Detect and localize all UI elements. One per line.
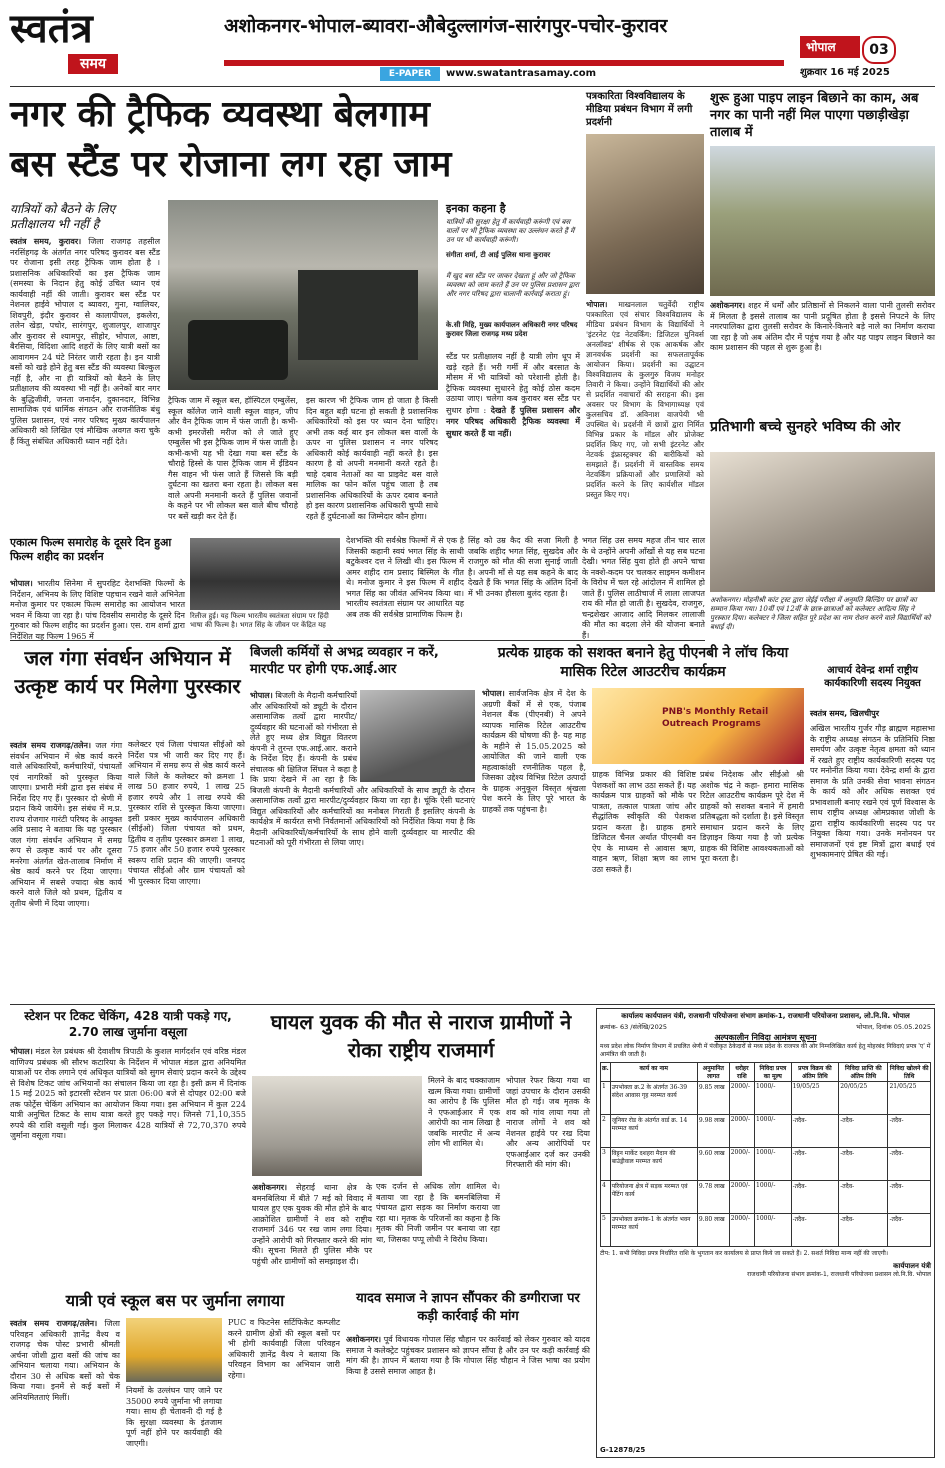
- city-label: भोपाल: [806, 40, 836, 54]
- pipeline-headline: शुरू हुआ पाइप लाइन बिछाने का काम, अब नगर का पानी नहीं मिल पाएगा पछाड़ीखेड़ा तालाब में: [710, 91, 919, 140]
- pnb-headline: प्रत्येक ग्राहक को सशक्त बनाने हेतु पीएनबी ने लॉच किया मासिक रिटेल आउटरीच कार्यक्रम: [497, 645, 789, 680]
- tender-header-cell: धरोहर राशि: [729, 1063, 754, 1082]
- tender-cell: 1000/-: [755, 1181, 792, 1214]
- film-photo: [190, 538, 340, 610]
- quote-2: मैं खुद बस स्टैंड पर जाकर देखता हूं और जो ट्रैफिक व्यवस्था को जाम करते हैं उन पर पुलिस प्रशासन द्वारा और नगर परिषद द्वारा चालानी कार्रवाई कराता हूं।: [446, 272, 580, 298]
- logo-bottom: समय: [80, 56, 106, 72]
- lead-headline-box: [10, 90, 580, 198]
- electricity-float-spacer: [357, 690, 475, 784]
- pnb-story: [482, 644, 804, 1000]
- quote-1-by: संगीता शर्मा, टी आई पुलिस थाना कुरावर: [446, 250, 551, 259]
- journalism-body: [586, 300, 704, 528]
- pnb-ad-title: PNB's Monthly Retail Outreach Programs: [662, 707, 769, 729]
- film-body: [10, 578, 185, 641]
- epaper-label: E-PAPER: [388, 69, 432, 79]
- pipeline-body: [710, 300, 935, 405]
- film-story: [10, 536, 705, 641]
- film-col2: देशभक्ति की सर्वश्रेष्ठ फिल्मों में से एक है जिसकी कहानी स्वयं भगत सिंह के साथी बटुकेश्वर दत्त ने लिखी थी। इस फिल्म में अमर शहीद राम प्रसाद बिस्मिल के गीत थे। मनोज कुमार ने इस फिल्म में शहीद भगत सिंह का जीवंत अभिनय किया था। भारतीय स्वतंत्रता संग्राम पर आधारित यह अब तक की सर्वश्रेष्ठ प्रामाणिक फिल्म है।: [346, 536, 464, 619]
- lead-body-text: जिला राजगढ़ तहसील नरसिंहगढ़ के अंतर्गत नगर परिषद कुरावर बस स्टैंड पर रोजाना इसी तरह ट्रैफिक जाम होता है । प्रशासनिक अधिकारियों का इस ट्रैफिक जाम (समस्या के निदान हेतु कोई उचित ध्यान एवं कार्यवाही नहीं की जाती। कुरावर बस स्टैंड पर नेशनल हाईवे भोपाल द ब्यावरा, गुना, ग्वालियर, शिवपुरी, इंदौर कुरावर से कालापीपल, इकलेरा, तलेन खेड़ा, पचोर, सारंगपुर, शुजालपुर, शाजापुर और कुरावर से श्यामपुर, सीहोर, भोपाल, आष्टा, बैरसिया, विदिशा आदि शहरों के लिए यात्री बसों का आवागमन 24 घंटे निरंतर जारी रहता है। इन यात्री बसों को खड़े होने हेतु बस स्टैंड की व्यवस्था बिल्कुल नहीं है, और ना ही यात्रियों को बैठने के लिए प्रतीक्षालय की व्यवस्था भी नहीं है। अनेकों बार नगर के बुद्धिजीवी, जनता जनार्दन, दुकानदार, विभिन्न सामाजिक एवं धार्मिक संगठन और राजनीतिक बंधु पुलिस प्रशासन, एवं नगर परिषद मुख्य कार्यपालन अधिकारी को लिखित एवं मौखिक अवगत करा चुके हैं किंतु संबंधित अधिकारी ध्यान नहीं देते।: [10, 237, 160, 446]
- pnb-body-text: सार्वजनिक क्षेत्र में देश के अग्रणी बैंकों में से एक, पंजाब नेशनल बैंक (पीएनबी) ने अपने व्यापक मासिक रिटेल आउटरीच कार्यक्रम की घोषणा की है- यह माह के महीने से 15.05.2025 को आयोजित की जाने वाली एक महत्वाकांक्षी रणनीतिक पहल है, जिसका उद्देश्य विभिन्न रिटेल उत्पादों के ग्राहक अनुकूल विस्तृत श्रृंखला पेश करने के लिए पूरे भारत के ग्राहकों तक पहुंचना है।: [482, 689, 586, 814]
- electricity-body: [250, 690, 475, 998]
- water-story: [10, 644, 245, 1000]
- tender-office: कार्यालय कार्यपालन यंत्री, राजधानी परियोजना संभाग क्रमांक-1, राजधानी परियोजना प्रशासन, लो.नि.वि. भोपाल: [621, 1012, 910, 1020]
- tender-ref-row: [600, 1023, 931, 1032]
- pnb-col2: ग्राहक विभिन्न प्रकार की विशिष्ट पेशकशों का लाभ उठा सकते हैं। यह कार्यक्रम पात्र ग्राहकों को मौके पर पात्रता, तत्काल पात्रता जांच और सैद्धांतिक स्वीकृति की पेशकश प्रदान करता है। ग्राहक हमारे डिजिटल चैनल अर्थात पीएनबी वन ऐप के माध्यम से आवास ऋण, वाहन ऋण, शिक्षा ऋण का लाभ उठा सकते हैं।: [592, 770, 696, 874]
- tender-header-cell: निविदा प्राप्ति की अंतिम तिथि: [839, 1063, 888, 1082]
- tender-cell: -तदैव-: [791, 1214, 839, 1247]
- lead-headline-2: बस स्टैंड पर रोजाना लग रहा जाम: [10, 144, 452, 185]
- tender-cell: 1000/-: [755, 1148, 792, 1181]
- pnb-byline: भोपाल।: [482, 688, 505, 698]
- quote-1: यात्रियों की सुरक्षा हेतु मैं कार्यवाही करूंगी एवं बस वालों पर भी ट्रैफिक व्यवस्था का उल्लंघन करते हैं मैं उन पर भी कार्यवाही करूंगी।: [446, 218, 575, 244]
- death-col4: भोपाल रेफर किया गया था जहां उपचार के दौरान उसकी मौत हो गई। जब मृतक के शव को गांव लाया गया तो नाराज लोगों ने शव को नेशनल हाईवे पर रख दिया और अन्य आरोपियों पर एफआईआर दर्ज कर उनकी गिरफ्तारी की मांग की।: [506, 1076, 590, 1169]
- tender-cell: -तदैव-: [791, 1115, 839, 1148]
- station-story: [10, 1008, 246, 1284]
- tender-intro: मध्य प्रदेश लोक निर्माण विभाग में प्रचलित श्रेणी में पंजीकृत ठेकेदारों से मध्य प्रदेश के राजपत्र की ओर निम्नलिखित कार्य हेतु मोहरबंद निविदाएं प्रपत्र 'ए' में आमंत्रित की जाती हैं।: [600, 1043, 931, 1058]
- death-photo: [252, 1076, 422, 1176]
- tender-cell: उपभोक्ता क्रमांक-1 के अंतर्गत भवन मरम्मत कार्य: [610, 1214, 697, 1247]
- tender-title: अल्पकालीन निविदा आमंत्रण सूचना: [714, 1033, 817, 1042]
- yadav-story: [346, 1290, 590, 1460]
- truck-shape: [298, 270, 418, 360]
- tender-cell: -तदैव-: [839, 1181, 888, 1214]
- tender-cell: 2000/-: [729, 1214, 754, 1247]
- tender-cell: जूनियर रोड के अंतर्गत वार्ड क्र. 14 मरम्मत कार्य: [610, 1115, 697, 1148]
- yadav-byline: अशोकनगर।: [346, 1334, 382, 1344]
- tender-cell: 2000/-: [729, 1148, 754, 1181]
- journalism-body-text: माखनलाल चतुर्वेदी राष्ट्रीय पत्रकारिता एवं संचार विश्वविद्यालय के मीडिया प्रबंधन विभाग के विद्यार्थियों ने 'इंटरनेट एंड नेटवर्किंग: डिजिटल युनिवर्स अनलॉक्ड' शीर्षक से एक आकर्षक और ज्ञानवर्धक प्रदर्शनी का सफलतापूर्वक आयोजन किया। प्रदर्शनी का उद्घाटन विश्वविद्यालय के कुलगुरु विजय मनोहर तिवारी ने किया। उन्होंने विद्यार्थियों की ओर से प्रदर्शित नवाचारों की सराहना की। इस अवसर पर विभाग के विभागाध्यक्ष एवं कुलसचिव डॉ. अविनाश वाजपेयी भी उपस्थित थे। प्रदर्शनी में छात्रों द्वारा निर्मित विभिन्न प्रकार के मॉडल और प्रोजेक्ट प्रदर्शित किए गए, जो सभी इंटरनेट और नेटवर्क इंफ्रास्ट्रक्चर की बारीकियों को समझाते हैं। प्रदर्शनी में वास्तविक समय नेटवर्किंग प्रक्रियाओं और प्रणालियों को प्रदर्शित करने के लिए कार्यशील मॉडल प्रस्तुत किए गए।: [586, 300, 704, 499]
- tender-cell: -तदैव-: [839, 1115, 888, 1148]
- divider-1: [10, 640, 705, 641]
- gurjar-byline: स्वतंत्र समय, खिलचीपुर: [810, 709, 879, 718]
- tender-row: [601, 1214, 931, 1247]
- electricity-byline: भोपाल।: [250, 690, 273, 700]
- fine-byline: स्वतंत्र समय राजगढ़/तलेन।: [10, 1318, 98, 1328]
- tender-cell: 20/05/25: [839, 1082, 888, 1115]
- tender-footer: टीप: 1. सभी निविदा प्रपत्र निर्धारित राशि के भुगतान कर कार्यालय से प्राप्त किये जा सकते हैं। 2. सशर्त निविदा मान्य नहीं की जाएगी।: [600, 1250, 889, 1257]
- pnb-ad-banner: [592, 688, 804, 764]
- film-col4: भगत सिंह उस समय महज तीन चार साल के थे उन्होंने अपनी आँखों से यह सब घटना देखी। भगत सिंह युवा होते ही अपने चाचा के नक्शे-कदम पर चलकर साइमन कमीशन के विरोध में चल रहे आंदोलन में शामिल हो जाते हैं। पुलिस लाठीचार्ज में लाला लाजपत राय की मौत हो जाती है। सुखदेव, राजगुरु, चन्द्रशेखर आजाद आदि मिलकर लालाजी की मौत का बदला लेने की योजना बनाते हैं।: [582, 536, 705, 640]
- tender-cell: 9.78 लाख: [697, 1181, 729, 1214]
- tender-table: [600, 1062, 931, 1247]
- water-body: [10, 740, 122, 998]
- death-col3: मिलने के बाद चक्काजाम खत्म किया गया। ग्रामीणों का आरोप है कि पुलिस ने एफआईआर में एक आरोपी का नाम लिखा है जबकि मारपीट में अन्य लोग भी शामिल थे।: [428, 1076, 500, 1148]
- tender-row: [601, 1148, 931, 1181]
- pipeline-story: [710, 90, 935, 410]
- tender-cell: 9.80 लाख: [697, 1214, 729, 1247]
- film-body-text: भारतीय सिनेमा में सुपरहिट देशभक्ति फिल्मों के निर्देशन, अभिनय के लिए विशिष्ट पहचान रखने वाले अभिनेता मनोज कुमार पर एकात्म फिल्म समारोह का आयोजन भारत भवन में किया जा रहा है। पांच दिवसीय समारोह के दूसरे दिन गुरुवार को फिल्म शहीद का प्रदर्शन हुआ। एस. राम शर्मा द्वारा निर्देशित यह फिल्म 1965 में: [10, 579, 185, 641]
- tender-table-body: [601, 1082, 931, 1247]
- car-shape: [188, 320, 288, 380]
- tender-cell: 21/05/25: [888, 1082, 931, 1115]
- city-tag: [800, 36, 860, 58]
- pnb-body: [482, 688, 586, 998]
- epaper-tag: [380, 67, 440, 81]
- tender-header-cell: निविदा खोलने की तिथि: [888, 1063, 931, 1082]
- tender-ref-no: क्रमांक- 63 /संलेखि/2025: [600, 1023, 668, 1031]
- lead-col3: इस कारण भी ट्रैफिक जाम हो जाता है किसी दिन बहुत बड़ी घटना हो सकती है प्रशासनिक अधिकारियों को इस पर ध्यान देना चाहिए। अभी तक कई बार इन लोकल बस वालों के ऊपर ना पुलिस प्रशासन न नगर परिषद अधिकारी कोई कार्यवाही नहीं करते है। इस कारण है वो अपनी मनमानी करते रहते है। चाहे दबाव नेताओं का या प्राइवेट बस वाले मालिक का फोन कॉल पहुंच जाता है तब प्रशासनिक अधिकारियों के ऊपर दबाव बनाते हो इस कारण प्रशासनिक अधिकारी चुप्पी साधे रहते हैं दुर्घटनाओं का जिम्मेदार कौन होगा।: [306, 396, 438, 521]
- tender-cell: 2: [601, 1115, 611, 1148]
- electricity-story: [250, 644, 475, 1000]
- pnb-col3: प्रबंध निदेशक और सीईओ श्री अशोक चंद्र ने कहा- हमारा मासिक रिटेल आउटरीच कार्यक्रम पूरे देश में ग्राहकों को सशक्त बनाने में हमारी प्रतिबद्धता को दर्शाता है। इसे विस्तृत समाधान प्रदान करने के लिए डिज़ाइन किया गया है जो प्रत्येक ग्राहक की विशिष्ट आवश्यकताओं को पूरा करता है।: [700, 770, 804, 863]
- fine-col3: नियमों के उल्लंघन पाए जाने पर 35000 रुपये जुर्माना भी लगाया गया। साथ ही चेतावनी दी गई है कि सुरक्षा व्यवस्था के इंतजाम पूर्ण नहीं होने पर कार्यवाही की जाएगी।: [126, 1386, 222, 1448]
- yadav-body: [346, 1334, 590, 1458]
- film-col3: सिंह को उम्र कैद की सजा मिली है जबकि शहीद भगत सिंह, सुखदेव और राजगुरु को मौत की सजा सुनाई जाती है। अपनी माँ से यह सब कहने के बाद देखते हैं कि भगत सिंह के अंतिम दिनों में भी उनका हौसला बुलंद रहता है।: [468, 536, 578, 598]
- yadav-body-text: पूर्व विधायक गोपाल सिंह चौहान पर कार्रवाई को लेकर गुरुवार को यादव समाज ने कलेक्ट्रेट पहुंचकर प्रशासन को ज्ञापन सौंपा है और उन पर कड़ी कार्रवाई की मांग की है। ज्ञापन में बताया गया है कि गोपाल सिंह चौहान ने जिस भाषा का प्रयोग किया है उससे समाज आहत है।: [346, 1335, 591, 1376]
- tender-cell: -तदैव-: [888, 1181, 931, 1214]
- journalism-photo: [586, 134, 704, 294]
- gurjar-story: [810, 664, 935, 1000]
- tender-cell: -तदैव-: [791, 1148, 839, 1181]
- death-story: [252, 1008, 590, 1284]
- water-byline: स्वतंत्र समय राजगढ़/तलेन।: [10, 740, 92, 750]
- death-body: [252, 1182, 372, 1282]
- death-byline: अशोकनगर।: [252, 1182, 288, 1192]
- students-story: [710, 418, 935, 658]
- yadav-headline: यादव समाज ने ज्ञापन सौंपकर की डग्गीराजा पर कड़ी कार्रवाई की मांग: [356, 1291, 580, 1324]
- tender-cell: 1000/-: [755, 1115, 792, 1148]
- quote-heading: इनका कहना है: [446, 202, 506, 215]
- fine-headline: यात्री एवं स्कूल बस पर जुर्माना लगाया: [65, 1291, 285, 1310]
- tender-cell: 9.60 लाख: [697, 1148, 729, 1181]
- lead-col2: ट्रैफिक जाम में स्कूल बस, हॉस्पिटल एम्बुलेंस, स्कूल कॉलेज जाने वाली स्कूल वाहन, जीप और वैन ट्रैफिक जाम में फंस जाती है। कभी-कभी इमरजेंसी मरीज को ले जाते हुए एम्बुलेंस भी इस ट्रैफिक जाम में फंस जाती है। कभी-कभी यह भी देखा गया बस स्टैंड के चौराहे हिस्से के पास ट्रैफिक जाम में ईंडियन गैस वाहन भी फंस जाते हैं जिससे कि बड़ी दुर्घटना का खतरा बना रहता है। लोकल बस वाले अपनी मनमानी करते हैं पुलिस जवानों के कहने पर भी लोकल बस वाले बीच चौराहे पर बसें खड़ी कर देते हैं।: [168, 396, 298, 521]
- lead-col4: [446, 352, 580, 526]
- journalism-byline: भोपाल।: [586, 300, 608, 309]
- tender-cell: 1000/-: [755, 1082, 792, 1115]
- page-number: 03: [869, 42, 889, 58]
- film-caption: रिलीज हुई। यह फिल्म भारतीय स्वतंत्रता संग्राम पर हिंदी भाषा की फिल्म है। भगत सिंह के जीवन पर केंद्रित यह: [190, 612, 329, 629]
- fine-col2: PUC व फिटनेस सर्टिफिकेट कम्प्लीट करने ग्रामीण क्षेत्रों की स्कूल बसों पर भी होगी कार्यवाही जिला परिवहन अधिकारी ज्ञानेंद्र वैश्य ने बताया कि परिवहन विभाग का अभियान जारी रहेगा।: [228, 1318, 340, 1380]
- website[interactable]: www.swatantrasamay.com: [446, 68, 597, 79]
- tender-cell: 2000/-: [729, 1082, 754, 1115]
- tender-cell: 2000/-: [729, 1181, 754, 1214]
- station-byline: भोपाल।: [10, 1046, 33, 1056]
- tender-header-cell: क्र.: [601, 1063, 611, 1082]
- tender-row: [601, 1181, 931, 1214]
- tender-header-cell: कार्य का नाम: [610, 1063, 697, 1082]
- tender-cell: 1: [601, 1082, 611, 1115]
- station-headline: स्टेशन पर टिकट चेकिंग, 428 यात्री पकड़े गए, 2.70 लाख जुर्माना वसूला: [24, 1009, 232, 1039]
- students-headline: प्रतिभागी बच्चे सुनहरे भविष्य की ओर: [710, 419, 901, 435]
- tender-cell: -तदैव-: [888, 1115, 931, 1148]
- pipeline-body-text: शहर में धर्मों और प्रतिष्ठानों से निकलने वाला पानी तुलसी सरोवर में मिलता है इससे तालाब का पानी प्रदूषित होता है इससे निपटने के लिए नगरपालिका द्वारा तुलसी सरोवर के किनारे-किनारे बड़े नाले का निर्माण कराया जा रहा है जो अब अंतिम दौर में पहुंच गया है और यह पाइप लाइन बिछाने का काम प्रशासन की पहल से शुरू हुआ है।: [710, 301, 935, 352]
- masthead-divider: [10, 86, 935, 87]
- tender-cell: 19/05/25: [791, 1082, 839, 1115]
- tender-cell: -तदैव-: [791, 1181, 839, 1214]
- page-number-badge: [862, 36, 896, 64]
- tender-header-cell: निविदा प्रपत्र का मूल्य: [755, 1063, 792, 1082]
- tender-header-row: [601, 1063, 931, 1082]
- water-body-text: जल गंगा संवर्धन अभियान में श्रेष्ठ कार्य करने वाले अधिकारियों, कर्मचारियों, पंचायतों एवं नागरिकों को पुरस्कृत किया जाएगा। प्रभारी मंत्री द्वारा इस संबंध में निर्देश दिए गए हैं। पुरस्कार दो श्रेणी में प्रदान किये जायेंगे। इस संबंध में म.प्र. राज्य रोजगार गारंटी परिषद के आयुक्त अवि प्रसाद ने बताया कि यह पुरस्कार जल गंगा संवर्धन अभियान में समग्र रूप से उत्कृष्ट कार्य पर और दूसरा मनरेगा अंतर्गत खेत-तालाब निर्माण में श्रेष्ठ कार्य करने पर दिया जाएगा। अभियान में सबसे ज्यादा श्रेष्ठ कार्य करने वाले जिले को प्रथम, द्वितीय व तृतीय श्रेणी में दिया जाएगा।: [10, 741, 123, 908]
- tender-cell: 1000/-: [755, 1214, 792, 1247]
- lead-col4-end: देखते हैं पुलिस प्रशासन और नगर परिषद अधिकारी ट्रैफिक व्यवस्था में सुधार करते हैं या नहीं।: [446, 404, 580, 438]
- lead-col4-text: स्टैंड पर प्रतीक्षालय नहीं है यात्री लोग धूप में खड़े रहते हैं। भरी गर्मी में और बरसात के मौसम में भी यात्रियों को परेशानी होती है। ट्रैफिक व्यवस्था सुधारने हेतु कोई ठोस कदम उठाया जाए। चलेगा कब कुरावर बस स्टैंड पर सुधार होगा :: [446, 352, 580, 415]
- pipeline-photo: [710, 146, 935, 296]
- tender-code: G-12878/25: [600, 1446, 646, 1454]
- tender-signature-office: राजधानी परियोजना संभाग क्रमांक-1, राजधानी परियोजना प्रशासन लो.नि.वि. भोपाल: [747, 1271, 931, 1278]
- tender-row: [601, 1082, 931, 1115]
- tender-cell: 9.85 लाख: [697, 1082, 729, 1115]
- death-col2: एक दर्जन से अधिक लोग शामिल थे। बताया जा रहा है कि बमनबिलिया में पंचायत द्वारा सड़क का निर्माण कराया जा रहा था। मृतक के परिजनों का कहना है कि मृतक की निजी जमीन पर बनाया जा रहा था, जिसका पप्पू लोधी ने विरोध किया।: [376, 1182, 500, 1244]
- lead-headline-1: नगर की ट्रैफिक व्यवस्था बेलगाम: [10, 94, 430, 135]
- film-headline: एकात्म फिल्म समारोह के दूसरे दिन हुआ फिल्म शहीद का प्रदर्शन: [10, 536, 172, 563]
- fine-body-text: जिला परिवहन अधिकारी ज्ञानेंद्र वैश्य व राजगढ़ चेक पोस्ट प्रभारी श्रीमती अर्चना जोशी द्वारा बसों की जांच का अभियान चलाया गया। अभियान के दौरान 30 से अधिक बसों को चेक किया गया। इनमें से कई बसों में अनियमितताएं मिलीं।: [10, 1319, 120, 1402]
- tender-signature: कार्यपालन यंत्री: [893, 1262, 931, 1270]
- tender-cell: विट्टन मार्केट दशहरा मैदान की बाउंड्रीवाल मरम्मत कार्य: [610, 1148, 697, 1181]
- tender-cell: 4: [601, 1181, 611, 1214]
- electricity-headline: बिजली कर्मियों से अभद्र व्यवहार न करें, मारपीट पर होगी एफ.आई.आर: [250, 645, 439, 677]
- tender-header-cell: अनुमानित लागत: [697, 1063, 729, 1082]
- fine-story: [10, 1290, 340, 1460]
- masthead: [0, 0, 945, 86]
- water-col2: कलेक्टर एवं जिला पंचायत सीईओ को निर्देश पत्र भी जारी कर दिए गए हैं। अभियान में समग्र रूप से श्रेष्ठ कार्य करने वाले जिले के कलेक्टर को क्रमशः 1 लाख 50 हजार रुपये, 1 लाख 25 हजार रुपये और 1 लाख रुपये की पुरस्कार राशि से पुरस्कृत किया जाएगा। इसी प्रकार मुख्य कार्यपालन अधिकारी (सीईओ) जिला पंचायत को प्रथम, द्वितीय व तृतीय पुरस्कार क्रमशः 1 लाख, 75 हजार और 50 हजार रुपये पुरस्कार स्वरूप राशि प्रदान की जाएगी। जनपद पंचायत सीईओ और ग्राम पंचायतों को भी पुरस्कार दिया जाएगा।: [128, 740, 245, 886]
- lead-body: [10, 236, 160, 526]
- lead-subhead: यात्रियों को बैठने के लिए प्रतीक्षालय भी नहीं है: [10, 202, 116, 231]
- tender-ref-date: भोपाल, दिनांक 05.05.2025: [856, 1023, 931, 1031]
- divider-2: [10, 1004, 935, 1005]
- tender-cell: -तदैव-: [839, 1214, 888, 1247]
- film-byline: भोपाल।: [10, 578, 33, 588]
- masthead-rule: [224, 60, 784, 66]
- lead-story: [10, 90, 580, 530]
- tender-cell: 2000/-: [729, 1115, 754, 1148]
- death-body-text: सेहराई थाना क्षेत्र के बमनबिलिया में बीते 7 मई को विवाद में घायल हुए एक युवक की मौत होने के बाद आक्रोशित ग्रामीणों ने शव को राष्ट्रीय राजमार्ग 346 पर रख जाम लगा दिया। उन्होंने आरोपी को गिरफ्तार करने की मांग की। सूचना मिलते ही पुलिस मौके पर पहुंची और ग्रामीणों को समझाइश दी।: [252, 1183, 372, 1266]
- pipeline-byline: अशोकनगर।: [710, 300, 746, 310]
- water-headline: जल गंगा संवर्धन अभियान में उत्कृष्ट कार्य पर मिलेगा पुरस्कार: [14, 646, 241, 698]
- journalism-story: [586, 90, 704, 530]
- logo-bottom-box: [68, 54, 118, 74]
- tender-cell: -तदैव-: [839, 1148, 888, 1181]
- bus-photo: [126, 1318, 222, 1382]
- tender-cell: 3: [601, 1148, 611, 1181]
- students-photo: [710, 452, 935, 592]
- tender-cell: 9.98 लाख: [697, 1115, 729, 1148]
- lead-photo: [168, 200, 438, 390]
- lead-byline: स्वतंत्र समय, कुरावर।: [10, 236, 82, 246]
- gurjar-headline: आचार्य देवेन्द्र शर्मा राष्ट्रीय कार्यकारिणी सदस्य नियुक्त: [824, 665, 921, 689]
- logo: [10, 6, 120, 76]
- fine-body: [10, 1318, 120, 1458]
- tender-header-cell: प्रपत्र विक्रय की अंतिम तिथि: [791, 1063, 839, 1082]
- tender-cell: -तदैव-: [888, 1214, 931, 1247]
- tender-notice: [596, 1008, 935, 1458]
- death-headline: घायल युवक की मौत से नाराज ग्रामीणों ने रोका राष्ट्रीय राजमार्ग: [270, 1010, 572, 1062]
- station-body: [10, 1046, 246, 1282]
- logo-top: स्वतंत्र: [10, 5, 93, 52]
- tender-row: [601, 1115, 931, 1148]
- issue-date: शुक्रवार 16 मई 2025: [800, 67, 890, 78]
- electricity-body-text: बिजली के मैदानी कर्मचारियों और अधिकारियों को ड्यूटी के दौरान असामाजिक तत्वों द्वारा मारपीट/दुर्व्यवहार की घटनाओं को गंभीरता से लेते हुए मध्य क्षेत्र विद्युत वितरण कंपनी ने तुरन्त एफ.आई.आर. कराने के निर्देश दिए हैं। कंपनी के प्रबंध संचालक श्री क्षितिज सिंघल ने कहा है कि प्रायः देखने में आ रहा है कि बिजली कंपनी के मैदानी कर्मचारियों और अधिकारियों के साथ ड्यूटी के दौरान असामाजिक तत्वों द्वारा मारपीट/दुर्व्यवहार किया जा रहा है। चूंकि ऐसी घटनाएं विद्युत अधिकारियों और कर्मचारियों का मनोबल गिराती हैं इसलिए कंपनी के कार्यक्षेत्र में कार्यरत सभी निर्वतमानों अधिकारियों को निर्देशित किया गया है कि मैदानी अधिकारियों/कर्मचारियों के साथ होने वाली दुर्व्यवहार या मारपीट की घटनाओं को पूरी गंभीरता से लिया जाए।: [250, 691, 475, 847]
- quote-2-by: के.सी मिहि, मुख्य कार्यपालन अधिकारी नगर परिषद कुरावर जिला राजगढ़ मध्य प्रदेश: [446, 320, 578, 338]
- tender-cell: उपभोक्ता क्र.2 के अंतर्गत 36-39 संदेश आवास गृह मरम्मत कार्य: [610, 1082, 697, 1115]
- masthead-cities: अशोकनगर-भोपाल-ब्यावरा-औबेदुल्लागंज-सारंगपुर-पचोर-कुरावर: [224, 15, 668, 37]
- station-body-text: मंडल रेल प्रबंधक श्री देवाशीष त्रिपाठी के कुशल मार्गदर्शन एवं वरिष्ठ मंडल वाणिज्य प्रबंधक श्री सौरभ कटारिया के निर्देशन में भोपाल मंडल द्वारा अनियमित यात्राओं पर रोक लगाने एवं अधिकृत यात्रियों को सुगम सेवाएं प्रदान करने के उद्देश्य से विशेष टिकट जांच अभियानों का संचालन किया जा रहा है। इसी क्रम में दिनांक 15 मई 2025 को इटारसी स्टेशन पर प्रातः 06:00 बजे से दोपहर 02:00 बजे तक फोर्ट्रेस चेकिंग अभियान का आयोजन किया गया। इस अभियान में कुल 224 यात्री अनुचित टिकट के साथ यात्रा करते हुए पकड़े गए। जिनसे 71,10,355 रुपये की राशि वसूली गई। कुल मिलाकर 428 यात्रियों से 72,70,370 रुपये जुर्माना वसूला गया।: [10, 1047, 247, 1140]
- journalism-headline: पत्रकारिता विश्वविद्यालय के मीडिया प्रबंधन विभाग में लगी प्रदर्शनी: [586, 91, 693, 128]
- tender-cell: -तदैव-: [888, 1148, 931, 1181]
- tender-cell: परियोजना क्षेत्र में सड़क मरम्मत एवं पेंटिंग कार्य: [610, 1181, 697, 1214]
- gurjar-body: अखिल भारतीय गुर्जर गौड़ ब्राह्मण महासभा के राष्ट्रीय अध्यक्ष संगठन के प्रतिनिधि निष्ठा समर्पण और उत्कृष्ट नेतृत्व क्षमता को ध्यान में रखते हुए राष्ट्रीय कार्यकारिणी सदस्य पद पर मनोनीत किया गया। देवेन्द्र शर्मा के द्वारा समाज के प्रति उनकी सेवा भावना संगठन के कार्य को और अधिक सशक्त एवं प्रभावशाली बनाए रखने एवं पूर्ण विश्वास के साथ राष्ट्रीय अध्यक्ष ओमप्रकाश जोशी के द्वारा राष्ट्रीय कार्यकारिणी सदस्य पद पर नियुक्त किया गया। उनके मनोनयन पर समाजजनों एवं इष्ट मित्रों द्वारा बधाई एवं शुभकामनाएं प्रेषित की गई।: [810, 724, 935, 859]
- tender-cell: 5: [601, 1214, 611, 1247]
- students-caption: अशोकनगर। मोहनीश्री कांट ट्रस्ट द्वारा जेईई परीक्षा में अनुमति बिल्डिंग पर छात्रों का सम्मान किया गया। 10वीं एवं 12वीं के छात्र-छात्राओं को कलेक्टर आदित्य सिंह ने पुरस्कार दिया। कलेक्टर ने जिला सहित पूरे प्रदेश का नाम रोशन करने वाले विद्यार्थियों को बधाई दी।: [710, 596, 931, 631]
